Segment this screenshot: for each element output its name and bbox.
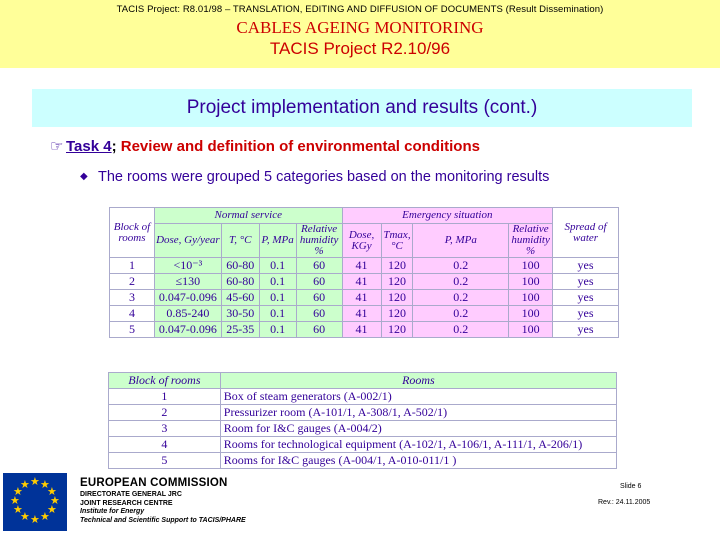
cell: 60 xyxy=(296,322,342,338)
cell: <10⁻³ xyxy=(154,258,221,274)
rooms-header: Rooms xyxy=(220,373,616,389)
cell: 0.2 xyxy=(413,290,509,306)
temp-normal-header: T, °C xyxy=(221,224,259,258)
org-name: EUROPEAN COMMISSION xyxy=(80,477,228,489)
cell: 41 xyxy=(342,258,381,274)
normal-service-header: Normal service xyxy=(154,208,342,224)
table-row xyxy=(110,258,619,274)
cell: 100 xyxy=(509,322,553,338)
block-of-rooms-header: Block of rooms xyxy=(110,208,155,258)
cell: 60 xyxy=(296,306,342,322)
cell: 120 xyxy=(381,258,413,274)
task-text: Review and definition of environmental conditions xyxy=(116,138,480,155)
cell: 4 xyxy=(109,437,221,453)
cell: 41 xyxy=(342,306,381,322)
cell: 0.2 xyxy=(413,274,509,290)
dose-emergency-header: Dose, KGy xyxy=(342,224,381,258)
pressure-normal-header: P, MPa xyxy=(259,224,296,258)
slide-header xyxy=(0,0,720,68)
cell: 0.2 xyxy=(413,322,509,338)
header-title: CABLES AGEING MONITORING xyxy=(236,18,484,37)
cell: 2 xyxy=(109,405,221,421)
cell: 0.1 xyxy=(259,274,296,290)
jrc-name: JOINT RESEARCH CENTRE xyxy=(80,499,173,507)
temp-emergency-header: Tmax, °C xyxy=(381,224,413,258)
cell: 60-80 xyxy=(221,258,259,274)
humidity-normal-header: Relative humidity % xyxy=(296,224,342,258)
slide-number: Slide 6 xyxy=(620,483,642,490)
slide-title: Project implementation and results (cont.) xyxy=(32,89,692,127)
cell: 0.1 xyxy=(259,258,296,274)
cell: ≤130 xyxy=(154,274,221,290)
task-line xyxy=(50,137,480,155)
table-row xyxy=(110,322,619,338)
cell: 3 xyxy=(110,290,155,306)
cell: 120 xyxy=(381,274,413,290)
header-subtitle: TACIS Project R2.10/96 xyxy=(269,39,451,58)
table-row xyxy=(110,274,619,290)
cell: 100 xyxy=(509,274,553,290)
bullet-line xyxy=(80,169,549,185)
cell: 45-60 xyxy=(221,290,259,306)
project-line: TACIS Project: R8.01/98 – TRANSLATION, EDITING AND DIFFUSION OF DOCUMENTS (Result Dissemination) xyxy=(116,4,604,15)
environment-table xyxy=(109,207,619,338)
cell: Pressurizer room (A-101/1, A-308/1, A-502/1) xyxy=(220,405,616,421)
table-row xyxy=(109,421,617,437)
cell: 30-50 xyxy=(221,306,259,322)
cell: yes xyxy=(553,290,619,306)
pointing-hand-icon: ☞ xyxy=(50,138,64,155)
cell: 100 xyxy=(509,258,553,274)
pressure-emergency-header: P, MPa xyxy=(413,224,509,258)
cell: yes xyxy=(553,274,619,290)
cell: 120 xyxy=(381,306,413,322)
task-link[interactable]: Task 4 xyxy=(66,138,112,155)
cell: 60 xyxy=(296,274,342,290)
cell: 1 xyxy=(110,258,155,274)
cell: 0.047-0.096 xyxy=(154,322,221,338)
cell: yes xyxy=(553,258,619,274)
eu-flag-icon: ★ ★ ★ ★ ★ ★ ★ ★ ★ ★ ★ ★ xyxy=(3,473,67,531)
diamond-bullet-icon: ◆ xyxy=(80,171,88,182)
cell: yes xyxy=(553,322,619,338)
cell: 60-80 xyxy=(221,274,259,290)
cell: 120 xyxy=(381,322,413,338)
cell: 0.85-240 xyxy=(154,306,221,322)
cell: Box of steam generators (A-002/1) xyxy=(220,389,616,405)
table-row xyxy=(110,290,619,306)
cell: 5 xyxy=(110,322,155,338)
bullet-text: The rooms were grouped 5 categories based on the monitoring results xyxy=(98,169,550,185)
cell: 0.2 xyxy=(413,306,509,322)
cell: 0.1 xyxy=(259,306,296,322)
cell: 60 xyxy=(296,290,342,306)
task-separator: ; xyxy=(111,138,117,155)
rooms-table xyxy=(108,372,617,469)
rooms-block-header: Block of rooms xyxy=(109,373,221,389)
cell: 100 xyxy=(509,290,553,306)
cell: 41 xyxy=(342,274,381,290)
dose-normal-header: Dose, Gy/year xyxy=(154,224,221,258)
revision-date: Rev.: 24.11.2005 xyxy=(598,499,651,506)
emergency-situation-header: Emergency situation xyxy=(342,208,553,224)
cell: 120 xyxy=(381,290,413,306)
cell: Rooms for technological equipment (A-102/1, A-106/1, A-111/1, A-206/1) xyxy=(220,437,616,453)
cell: 5 xyxy=(109,453,221,469)
cell: 60 xyxy=(296,258,342,274)
cell: 25-35 xyxy=(221,322,259,338)
table-row xyxy=(110,306,619,322)
cell: 0.1 xyxy=(259,290,296,306)
cell: 3 xyxy=(109,421,221,437)
commission-block xyxy=(80,477,246,525)
table-row xyxy=(109,405,617,421)
cell: 100 xyxy=(509,306,553,322)
cell: 1 xyxy=(109,389,221,405)
table-row xyxy=(109,389,617,405)
institute-support: Technical and Scientific Support to TACIS/PHARE xyxy=(80,516,246,524)
cell: 0.047-0.096 xyxy=(154,290,221,306)
cell: Rooms for I&C gauges (A-004/1, A-010-011/1 ) xyxy=(220,453,616,469)
table-row xyxy=(109,453,617,469)
cell: 41 xyxy=(342,290,381,306)
cell: 0.2 xyxy=(413,258,509,274)
cell: 41 xyxy=(342,322,381,338)
table-row xyxy=(109,437,617,453)
institute-name: Institute for Energy xyxy=(80,508,145,515)
dg-name: DIRECTORATE GENERAL JRC xyxy=(80,491,182,498)
cell: 4 xyxy=(110,306,155,322)
humidity-emergency-header: Relative humidity % xyxy=(509,224,553,258)
cell: 2 xyxy=(110,274,155,290)
cell: yes xyxy=(553,306,619,322)
spread-of-water-header: Spread of water xyxy=(553,208,619,258)
cell: Room for I&C gauges (A-004/2) xyxy=(220,421,616,437)
cell: 0.1 xyxy=(259,322,296,338)
